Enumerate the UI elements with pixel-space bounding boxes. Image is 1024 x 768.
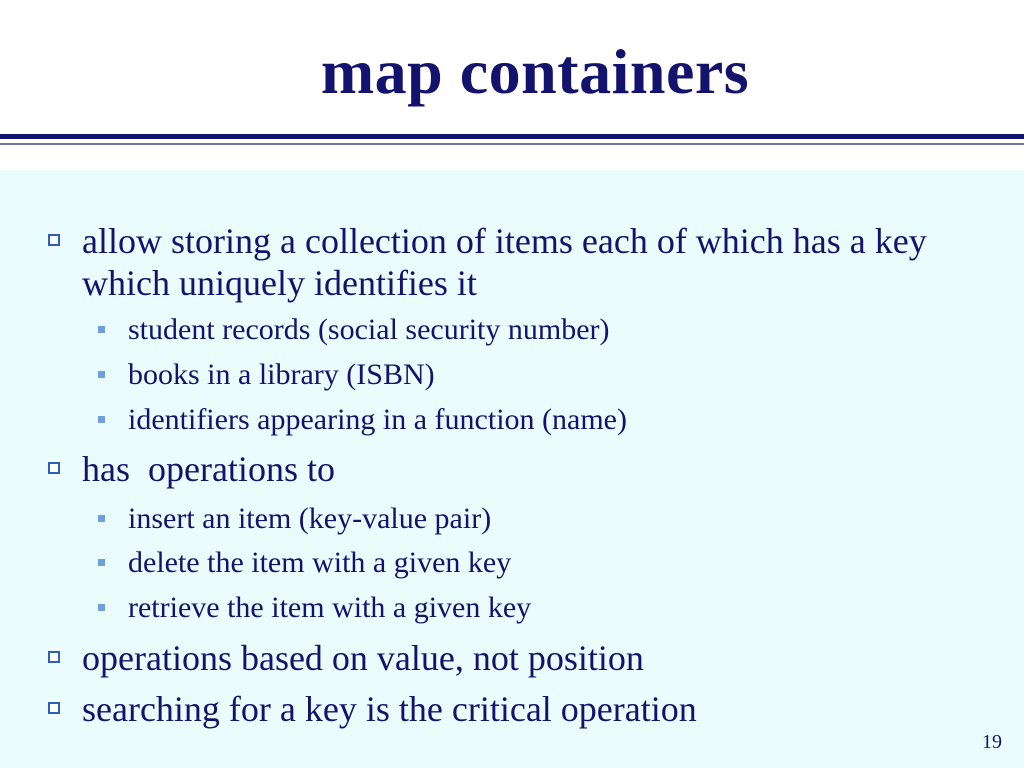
sub-bullet-text: retrieve the item with a given key	[128, 591, 532, 624]
filled-square-bullet-icon	[98, 416, 105, 423]
title-rule-thick	[0, 134, 1024, 139]
bullet-text: operations based on value, not position	[82, 638, 644, 678]
sub-bullet-text: delete the item with a given key	[128, 546, 512, 579]
filled-square-bullet-icon	[98, 515, 105, 522]
hollow-square-bullet-icon	[48, 234, 60, 246]
bullet-text: searching for a key is the critical operation	[82, 689, 697, 729]
hollow-square-bullet-icon	[48, 462, 60, 474]
filled-square-bullet-icon	[98, 371, 105, 378]
title-rule-thin	[0, 143, 1024, 145]
hollow-square-bullet-icon	[48, 651, 60, 663]
bullet-list	[0, 170, 1024, 768]
filled-square-bullet-icon	[98, 559, 105, 566]
title-area	[0, 0, 1024, 134]
page-number: 19	[982, 731, 1002, 753]
bullet-text: allow storing a collection of items each of which has a key which uniquely identifies it	[82, 221, 927, 303]
bullet-text: has operations to	[82, 449, 335, 489]
sub-bullet-text: student records (social security number)	[128, 313, 610, 346]
content-area	[0, 170, 1024, 768]
filled-square-bullet-icon	[98, 604, 105, 611]
hollow-square-bullet-icon	[48, 702, 60, 714]
filled-square-bullet-icon	[98, 326, 105, 333]
sub-bullet-text: identifiers appearing in a function (name)	[128, 403, 627, 436]
slide-title: map containers	[320, 36, 750, 107]
sub-bullet-text: insert an item (key-value pair)	[128, 502, 492, 535]
sub-bullet-text: books in a library (ISBN)	[128, 358, 435, 391]
